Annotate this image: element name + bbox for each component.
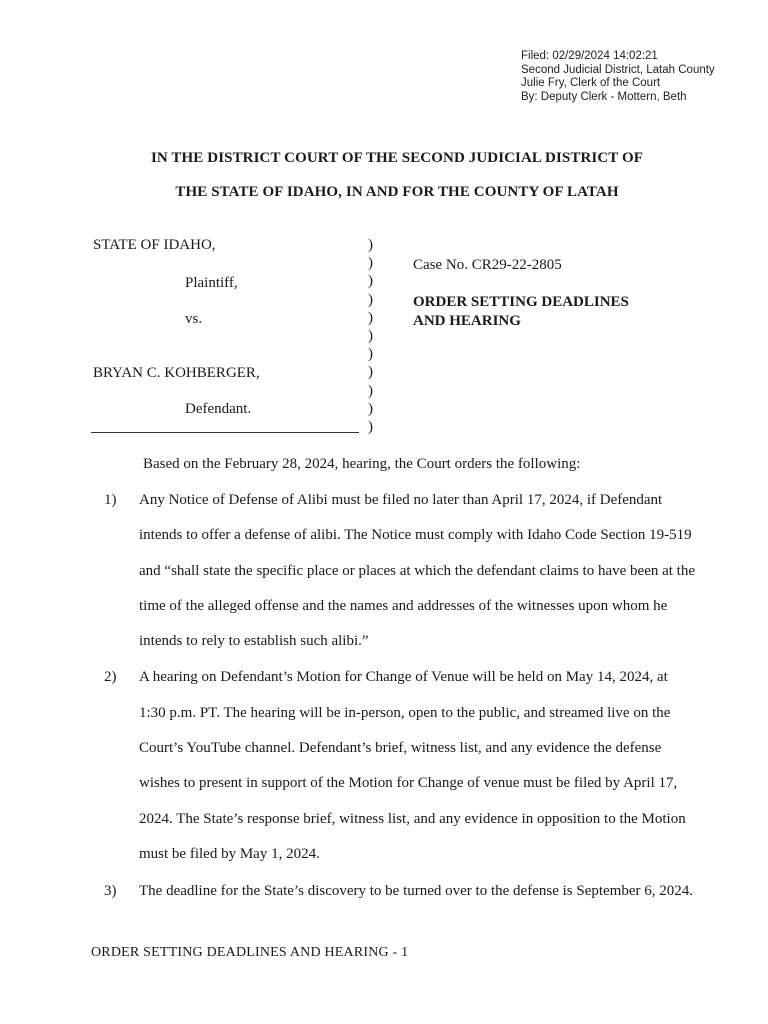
filing-deputy: By: Deputy Clerk - Mottern, Beth bbox=[521, 90, 687, 103]
item-number: 3) bbox=[104, 883, 117, 899]
item-2-line: wishes to present in support of the Motion for Change of venue must be filed by April 17, bbox=[139, 775, 678, 791]
page-footer: ORDER SETTING DEADLINES AND HEARING - 1 bbox=[91, 945, 409, 960]
caption-paren: ) bbox=[368, 418, 373, 435]
court-title-line-2: THE STATE OF IDAHO, IN AND FOR THE COUNTY OF LATAH bbox=[175, 184, 619, 200]
versus-label: vs. bbox=[185, 311, 203, 327]
item-2-line: 1:30 p.m. PT. The hearing will be in-person, open to the public, and streamed live on the bbox=[139, 705, 671, 721]
item-1-line: intends to offer a defense of alibi. The Notice must comply with Idaho Code Section 19-519 bbox=[139, 527, 692, 543]
case-number: Case No. CR29-22-2805 bbox=[413, 257, 562, 273]
item-3-line: The deadline for the State’s discovery to be turned over to the defense is September 6, 2024. bbox=[139, 883, 694, 899]
caption-paren: ) bbox=[368, 309, 373, 326]
plaintiff-label: Plaintiff, bbox=[185, 275, 238, 291]
caption-paren: ) bbox=[368, 364, 373, 381]
caption-paren: ) bbox=[368, 346, 373, 363]
caption-paren: ) bbox=[368, 382, 373, 399]
item-1-line: time of the alleged offense and the names and addresses of the witnesses upon whom he bbox=[139, 598, 668, 614]
defendant-label: Defendant. bbox=[185, 401, 252, 417]
item-number: 1) bbox=[104, 492, 117, 508]
caption-paren: ) bbox=[368, 255, 373, 272]
caption-paren: ) bbox=[368, 400, 373, 417]
item-1-line: Any Notice of Defense of Alibi must be filed no later than April 17, 2024, if Defendant bbox=[139, 492, 663, 508]
court-title-line-1: IN THE DISTRICT COURT OF THE SECOND JUDICIAL DISTRICT OF bbox=[150, 150, 643, 166]
caption-paren: ) bbox=[368, 327, 373, 344]
item-1-line: and “shall state the specific place or places at which the defendant claims to have been at the bbox=[139, 563, 696, 579]
intro-paragraph: Based on the February 28, 2024, hearing, the Court orders the following: bbox=[143, 456, 581, 472]
caption-parentheses bbox=[368, 236, 373, 436]
item-2-line: 2024. The State’s response brief, witness list, and any evidence in opposition to the Motion bbox=[139, 811, 686, 827]
filed-timestamp: Filed: 02/29/2024 14:02:21 bbox=[521, 50, 658, 62]
order-title bbox=[413, 293, 629, 331]
caption-paren: ) bbox=[368, 237, 373, 253]
item-2-line: A hearing on Defendant’s Motion for Change of Venue will be held on May 14, 2024, at bbox=[139, 669, 668, 685]
caption-divider bbox=[91, 432, 359, 433]
filing-clerk: Julie Fry, Clerk of the Court bbox=[521, 77, 661, 89]
filing-stamp bbox=[521, 50, 715, 104]
defendant-name: BRYAN C. KOHBERGER, bbox=[93, 365, 260, 381]
item-2-line: must be filed by May 1, 2024. bbox=[139, 846, 320, 862]
plaintiff-name: STATE OF IDAHO, bbox=[93, 237, 216, 253]
item-1-line: intends to rely to establish such alibi.” bbox=[139, 633, 369, 649]
item-2-line: Court’s YouTube channel. Defendant’s brief, witness list, and any evidence the defense bbox=[139, 740, 662, 756]
order-title-line-2: AND HEARING bbox=[413, 313, 521, 329]
caption-paren: ) bbox=[368, 291, 373, 308]
filing-district: Second Judicial District, Latah County bbox=[521, 63, 715, 76]
order-title-line-1: ORDER SETTING DEADLINES bbox=[413, 294, 629, 310]
item-number: 2) bbox=[104, 669, 117, 685]
caption-paren: ) bbox=[368, 273, 373, 290]
